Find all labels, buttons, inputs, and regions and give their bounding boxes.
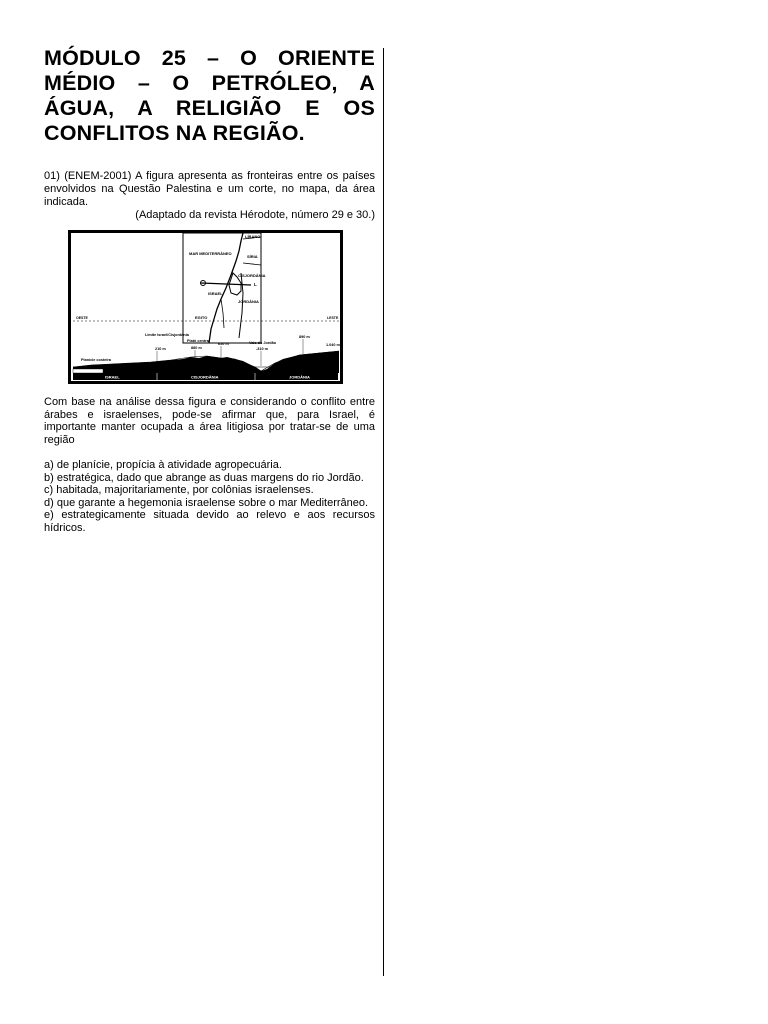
label-plato: Platô central: [187, 339, 210, 343]
question-source: (Adaptado da revista Hérodote, número 29 e 30.): [135, 209, 375, 221]
module-title: MÓDULO 25 – O ORIENTE MÉDIO – O PETRÓLEO, A ÁGUA, A RELIGIÃO E OS CONFLITOS NA REGIÃO.: [44, 46, 375, 145]
map-inset-frame: [183, 233, 261, 343]
left-column: [44, 46, 375, 534]
column-divider: [383, 48, 384, 976]
label-cut-end: L: [254, 282, 257, 287]
figure-svg: [71, 233, 340, 381]
question-stem: Com base na análise dessa figura e considerando o conflito entre árabes e israelenses, pode-se afirmar que, para Israel, é importante manter ocupada a área litigiosa por tratar-se de uma região: [44, 396, 375, 446]
label-east: LESTE: [327, 316, 339, 320]
label-egito: EGITO: [195, 315, 208, 320]
label-jordania: JORDÂNIA: [238, 299, 259, 304]
option-e[interactable]: e) estrategicamente situada devido ao relevo e aos recursos hídricos.: [44, 509, 375, 534]
sea-fill: [73, 369, 103, 373]
label-1040: 1.040 m: [326, 343, 340, 347]
map-profile-figure: [68, 230, 343, 384]
label-siria: SÍRIA: [247, 254, 258, 259]
label-planicie: Planície costeira: [81, 358, 111, 362]
label-890: 890 m: [299, 335, 310, 339]
strip-israel: ISRAEL: [105, 374, 120, 380]
option-d[interactable]: d) que garante a hegemonia israelense sobre o mar Mediterrâneo.: [44, 496, 369, 509]
label-israel: ISRAEL: [208, 291, 223, 296]
strip-jordania: JORDÂNIA: [289, 374, 310, 380]
option-c[interactable]: c) habitada, majoritariamente, por colônias israelenses.: [44, 484, 314, 496]
answer-options: [44, 459, 375, 534]
strip-cisjordania: CISJORDÂNIA: [191, 374, 219, 380]
option-a[interactable]: a) de planície, propícia à atividade agropecuária.: [44, 459, 282, 471]
label-650: 650 m: [218, 342, 229, 346]
label-libano: LÍBANO: [245, 234, 261, 239]
label-vale: Vale do Jordão: [249, 341, 277, 345]
terrain-profile: [73, 351, 339, 373]
label-limite: Limite Israel/Cisjordânia: [145, 333, 189, 337]
label-plato-alt: 880 m: [191, 346, 202, 350]
label-west: OESTE: [76, 316, 88, 320]
label-cisjordania: CISJORDÂNIA: [238, 273, 266, 278]
option-b[interactable]: b) estratégica, dado que abrange as duas margens do rio Jordão.: [44, 471, 364, 484]
label-vale-alt: -310 m: [256, 347, 269, 351]
label-sea: MAR MEDITERRÂNEO: [189, 251, 232, 256]
label-limite-alt: 210 m: [155, 347, 166, 351]
question-intro: 01) (ENEM-2001) A figura apresenta as fronteiras entre os países envolvidos na Questão Palestina e um corte, no mapa, da área indicada.: [44, 170, 375, 208]
